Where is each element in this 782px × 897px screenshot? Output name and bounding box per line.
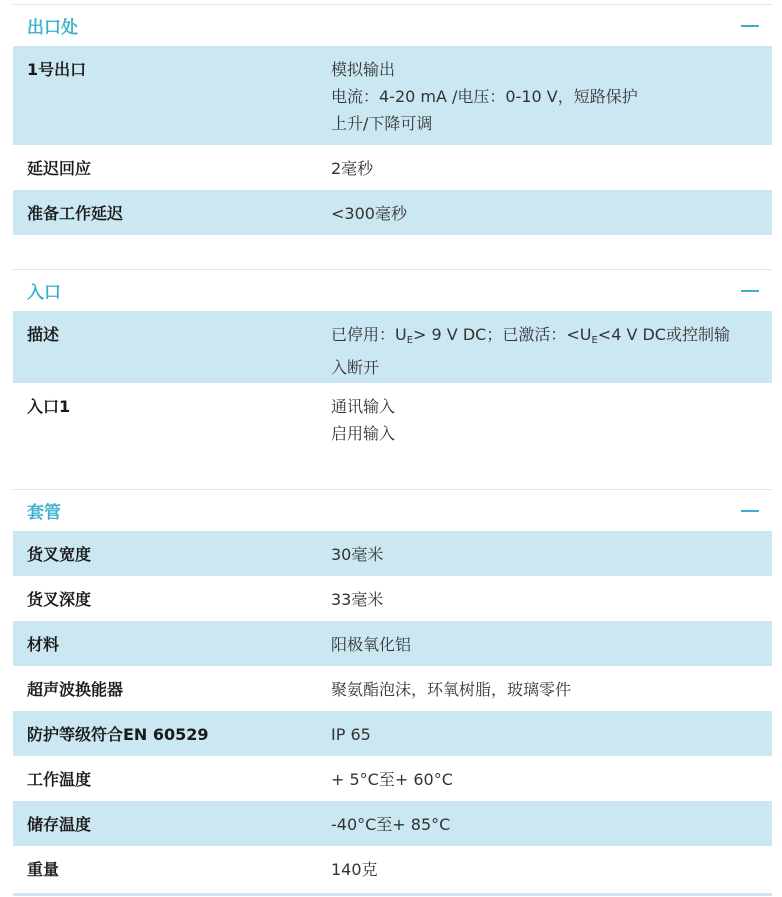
collapse-minus-icon[interactable] (741, 25, 759, 27)
spec-value: + 5°C至+ 60°C (331, 770, 453, 789)
spec-row (13, 531, 772, 576)
section-output (13, 4, 772, 235)
spec-label: 入口1 (27, 397, 71, 416)
section-header-input[interactable] (13, 269, 772, 311)
spec-value: <300毫秒 (331, 204, 407, 223)
spec-label: 描述 (27, 325, 60, 344)
spec-value: 聚氨酯泡沫，环氧树脂，玻璃零件 (331, 680, 572, 699)
spec-value: IP 65 (331, 725, 371, 744)
spec-value-line: 启用输入 (331, 424, 396, 443)
spec-row (13, 311, 772, 383)
spec-row (13, 801, 772, 846)
section-housing (13, 489, 772, 891)
collapse-minus-icon[interactable] (741, 290, 759, 292)
spec-value: -40°C至+ 85°C (331, 815, 451, 834)
spec-row (13, 46, 772, 145)
spec-row (13, 576, 772, 621)
section-title-output: 出口处 (27, 18, 78, 38)
spec-row (13, 756, 772, 801)
spec-value-line: 通讯输入 (331, 397, 396, 416)
section-title-housing: 套管 (27, 503, 61, 523)
spec-row (13, 145, 772, 190)
collapse-minus-icon[interactable] (741, 510, 759, 512)
spec-value (331, 321, 758, 377)
spec-value: 30毫米 (331, 545, 384, 564)
spec-value (331, 393, 758, 450)
spec-label: 延迟回应 (27, 159, 92, 178)
section-header-output[interactable] (13, 4, 772, 46)
spec-label: 超声波换能器 (27, 680, 124, 699)
spec-label: 1号出口 (27, 60, 87, 79)
spec-value: 2毫秒 (331, 159, 374, 178)
spec-label: 货叉深度 (27, 590, 92, 609)
spec-label: 材料 (27, 635, 60, 654)
bottom-divider (13, 893, 772, 896)
spec-value: 阳极氧化铝 (331, 635, 412, 654)
spec-value-line: 上升/下降可调 (331, 114, 433, 133)
spec-value-line: 已停用：$U_E> 9$ V DC；已激活：$<U_E<4$ V DC或控制输 (331, 325, 730, 346)
spec-row (13, 190, 772, 235)
spec-label: 防护等级符合EN 60529 (27, 725, 209, 744)
spec-row (13, 711, 772, 756)
spec-row (13, 621, 772, 666)
spec-row (13, 846, 772, 891)
section-input (13, 269, 772, 460)
spec-value-line: 模拟输出 (331, 60, 396, 79)
spec-label: 重量 (27, 860, 60, 879)
spec-label: 准备工作延迟 (27, 204, 124, 223)
spec-label: 储存温度 (27, 815, 92, 834)
spec-label: 货叉宽度 (27, 545, 92, 564)
section-header-housing[interactable] (13, 489, 772, 531)
spec-value (331, 56, 758, 135)
spec-value: 33毫米 (331, 590, 384, 609)
spec-value-line: 入断开 (331, 358, 380, 377)
spec-value-line: 电流：4-20 mA /电压：0-10 V，短路保护 (331, 87, 638, 106)
spec-row (13, 383, 772, 460)
spec-row (13, 666, 772, 711)
spec-value: 140克 (331, 860, 378, 879)
spec-label: 工作温度 (27, 770, 92, 789)
section-title-input: 入口 (27, 283, 61, 303)
